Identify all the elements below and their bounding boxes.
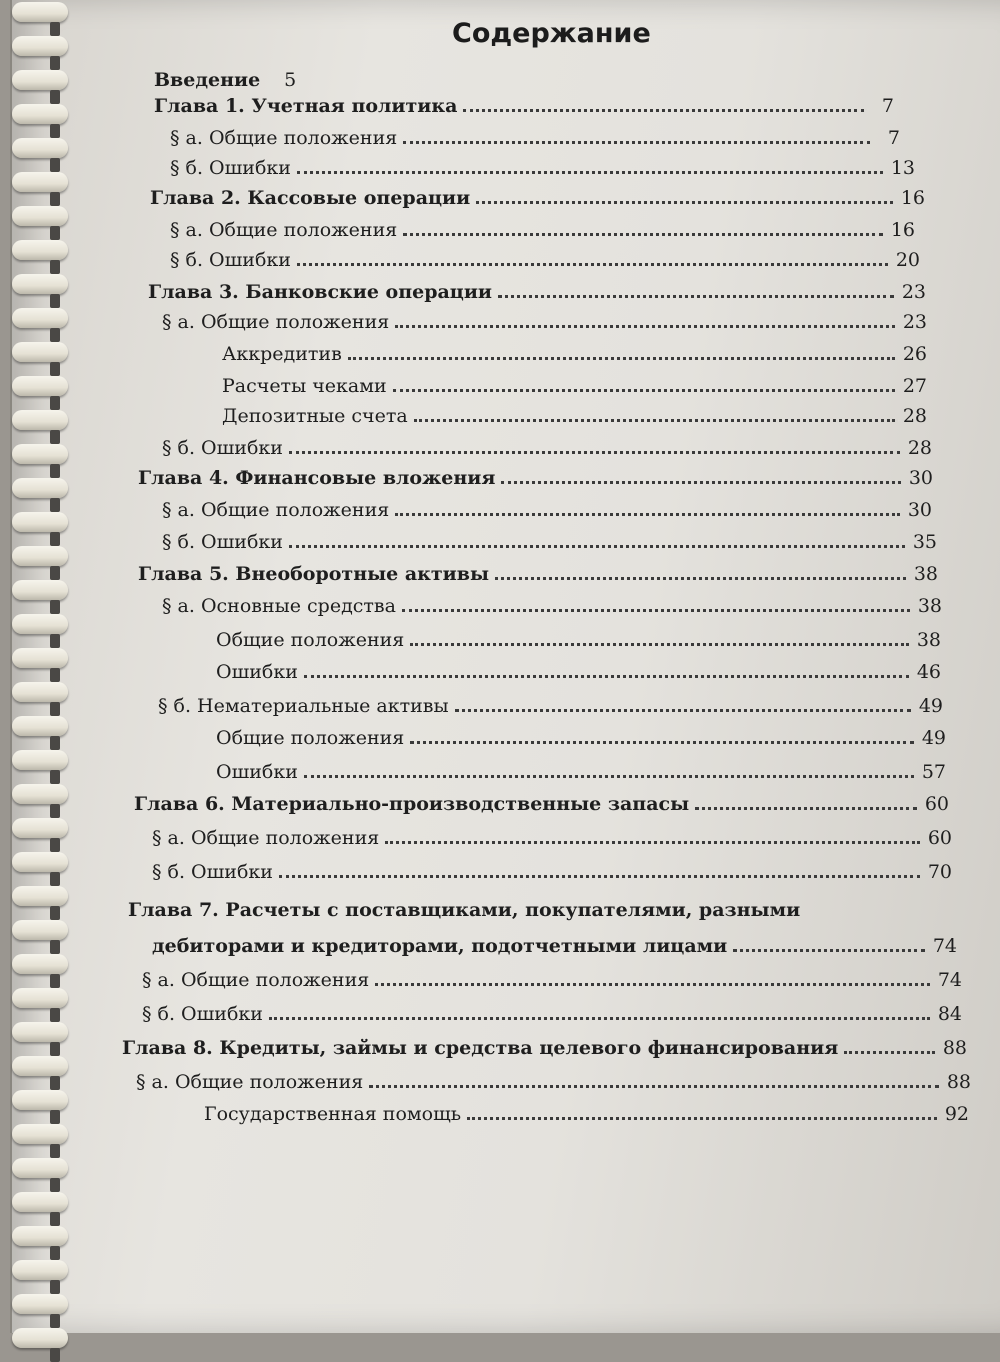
toc-entry-title: Глава 5. Внеоборотные активы: [138, 563, 490, 585]
toc-page-number: 16: [890, 219, 915, 241]
toc-page-number: 49: [918, 695, 943, 717]
toc-entry-title: § б. Ошибки: [162, 437, 283, 459]
dot-leader: [395, 513, 900, 516]
toc-page-number: 88: [942, 1037, 967, 1059]
toc-entry: [222, 338, 927, 364]
toc-entry: [222, 370, 927, 396]
toc-entry-title: Ошибки: [216, 761, 298, 783]
toc-entry: [162, 306, 927, 332]
toc-entry: [150, 182, 925, 208]
toc-entry: [222, 400, 927, 426]
table-of-contents: [12, 0, 1000, 1333]
toc-entry: [158, 690, 943, 716]
toc-entry: [216, 656, 941, 682]
toc-page-number: 23: [901, 281, 926, 303]
toc-entry: [154, 90, 894, 116]
toc-page-number: 60: [924, 793, 949, 815]
toc-entry-title: Расчеты чеками: [222, 375, 387, 397]
toc-entry: [162, 526, 937, 552]
toc-entry-title: Глава 1. Учетная политика: [154, 95, 458, 117]
toc-entry-title: § а. Общие положения: [162, 311, 390, 333]
dot-leader: [844, 1051, 935, 1054]
toc-page-number: 92: [944, 1103, 969, 1125]
toc-entry: [134, 788, 949, 814]
toc-entry: [152, 856, 952, 882]
toc-entry: [170, 122, 900, 148]
toc-page-number: 57: [921, 761, 946, 783]
toc-page-number: 28: [907, 437, 932, 459]
toc-page-number: 35: [912, 531, 937, 553]
toc-entry-title: Глава 7. Расчеты с поставщиками, покупателями, разными: [128, 899, 801, 921]
toc-entry-title: Государственная помощь: [204, 1103, 462, 1125]
dot-leader: [498, 295, 894, 298]
toc-entry-title: § а. Общие положения: [142, 969, 370, 991]
toc-page-number: 88: [946, 1071, 971, 1093]
toc-entry-title: § а. Основные средства: [162, 595, 396, 617]
toc-entry-title: § а. Общие положения: [170, 127, 398, 149]
dot-leader: [395, 325, 895, 328]
toc-page-number: 60: [927, 827, 952, 849]
toc-entry: [154, 64, 297, 91]
toc-entry: [152, 822, 952, 848]
binding-hole: [50, 1348, 60, 1362]
toc-page-number: 16: [900, 187, 925, 209]
toc-entry: [204, 1098, 969, 1124]
toc-entry: [170, 244, 920, 270]
dot-leader: [279, 875, 920, 878]
toc-entry: [216, 722, 946, 748]
toc-page-number: 23: [902, 311, 927, 333]
toc-entry-title: Глава 2. Кассовые операции: [150, 187, 471, 209]
toc-entry-title: дебиторами и кредиторами, подотчетными лицами: [152, 935, 728, 957]
toc-page-number: 70: [927, 861, 952, 883]
toc-entry-title: § б. Ошибки: [170, 157, 291, 179]
toc-entry: [122, 1032, 967, 1058]
toc-entry: [128, 894, 801, 921]
dot-leader: [455, 709, 911, 712]
toc-entry-title: § б. Ошибки: [152, 861, 273, 883]
dot-leader: [403, 141, 870, 144]
toc-entry: [138, 558, 938, 584]
toc-page-number: 49: [921, 727, 946, 749]
toc-page-number: 74: [932, 935, 957, 957]
toc-entry-title: Глава 4. Финансовые вложения: [138, 467, 496, 489]
toc-entry-title: Введение: [154, 69, 261, 91]
dot-leader: [476, 201, 893, 204]
dot-leader: [375, 983, 930, 986]
toc-page-number: 74: [937, 969, 962, 991]
toc-entry: [216, 756, 946, 782]
toc-page-number: 84: [937, 1003, 962, 1025]
page-title: Содержание: [452, 18, 651, 49]
dot-leader: [269, 1017, 930, 1020]
toc-entry-title: Глава 3. Банковские операции: [148, 281, 493, 303]
toc-entry: [138, 462, 933, 488]
dot-leader: [297, 171, 883, 174]
toc-entry: [136, 1066, 971, 1092]
toc-entry-title: § б. Ошибки: [170, 249, 291, 271]
toc-entry-title: § а. Общие положения: [170, 219, 398, 241]
dot-leader: [304, 675, 909, 678]
toc-entry-title: Общие положения: [216, 727, 405, 749]
toc-page-number: 7: [881, 95, 894, 117]
toc-entry-title: Глава 6. Материально-производственные запасы: [134, 793, 690, 815]
dot-leader: [467, 1117, 937, 1120]
dot-leader: [410, 643, 909, 646]
dot-leader: [495, 577, 906, 580]
toc-entry-title: § а. Общие положения: [152, 827, 380, 849]
dot-leader: [385, 841, 920, 844]
toc-entry: [152, 930, 957, 956]
toc-entry-title: Глава 8. Кредиты, займы и средства целевого финансирования: [122, 1037, 839, 1059]
toc-entry: [148, 276, 926, 302]
dot-leader: [414, 419, 895, 422]
toc-entry-title: Общие положения: [216, 629, 405, 651]
toc-entry: [142, 964, 962, 990]
toc-entry: [162, 432, 932, 458]
dot-leader: [695, 807, 917, 810]
dot-leader: [304, 775, 914, 778]
toc-entry-title: Депозитные счета: [222, 405, 408, 427]
toc-entry: [142, 998, 962, 1024]
toc-page-number: 20: [895, 249, 920, 271]
toc-entry-title: § б. Нематериальные активы: [158, 695, 449, 717]
toc-entry-title: § а. Общие положения: [136, 1071, 364, 1093]
toc-entry-title: Аккредитив: [222, 343, 342, 365]
toc-page-number: 30: [907, 499, 932, 521]
dot-leader: [348, 357, 895, 360]
dot-leader: [393, 389, 895, 392]
toc-page-number: 38: [917, 595, 942, 617]
toc-entry: [162, 590, 942, 616]
toc-page-number: 5: [284, 69, 297, 91]
toc-entry-title: § б. Ошибки: [142, 1003, 263, 1025]
toc-page-number: 28: [902, 405, 927, 427]
dot-leader: [501, 481, 900, 484]
dot-leader: [403, 233, 883, 236]
toc-entry: [170, 214, 915, 240]
book-page: [10, 0, 1000, 1333]
toc-page-number: 38: [913, 563, 938, 585]
dot-leader: [733, 949, 925, 952]
toc-page-number: 38: [916, 629, 941, 651]
toc-page-number: 13: [890, 157, 915, 179]
dot-leader: [289, 545, 905, 548]
toc-page-number: 26: [902, 343, 927, 365]
toc-entry-title: § а. Общие положения: [162, 499, 390, 521]
dot-leader: [463, 109, 864, 112]
toc-entry: [216, 624, 941, 650]
dot-leader: [402, 609, 910, 612]
toc-page-number: 30: [908, 467, 933, 489]
dot-leader: [289, 451, 900, 454]
toc-page-number: 46: [916, 661, 941, 683]
toc-entry: [170, 152, 915, 178]
toc-entry-title: § б. Ошибки: [162, 531, 283, 553]
dot-leader: [369, 1085, 939, 1088]
dot-leader: [410, 741, 914, 744]
toc-entry: [162, 494, 932, 520]
toc-entry-title: Ошибки: [216, 661, 298, 683]
toc-page-number: 7: [887, 127, 900, 149]
toc-page-number: 27: [902, 375, 927, 397]
dot-leader: [297, 263, 888, 266]
